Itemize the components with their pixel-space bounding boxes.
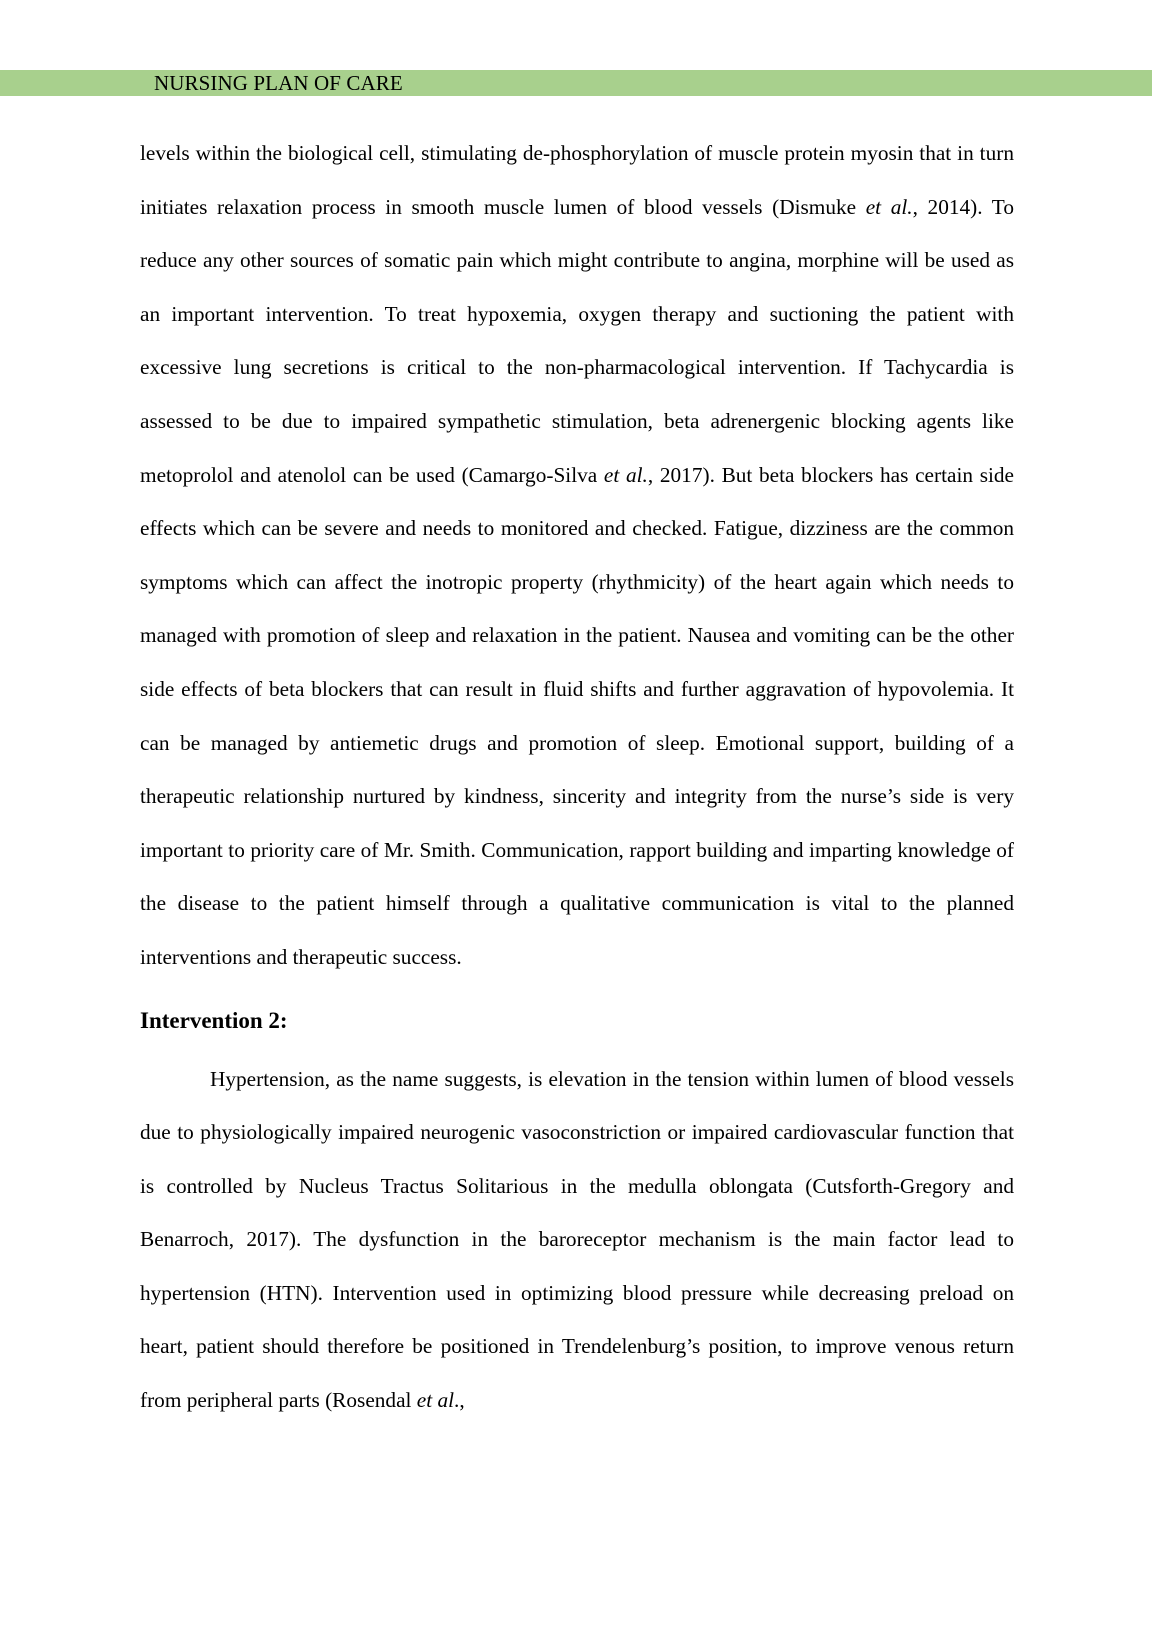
paragraph-text: ., (454, 1388, 465, 1413)
citation-italic: et al (416, 1388, 455, 1413)
body-paragraph (140, 1053, 1014, 1428)
document-body (140, 127, 1014, 1428)
running-header-title: NURSING PLAN OF CARE (154, 71, 403, 95)
paragraph-text: , 2014). To reduce any other sources of somatic pain which might contribute to angina, morphine will be used as an important intervention. To treat hypoxemia, oxygen therapy and suctioning the patient with excessive lung secretions is critical to the non-pharmacological intervention. If Tachycardia is assessed to be due to impaired sympathetic stimulation, beta adrenergenic blocking agents like metoprolol and atenolol can be used (Camargo-Silva (140, 194, 1014, 487)
running-header (0, 70, 1152, 96)
citation-italic: et al. (865, 194, 913, 219)
citation-italic: et al. (603, 462, 648, 487)
paragraph-text: , 2017). But beta blockers has certain side effects which can be severe and needs to monitored and checked. Fatigue, dizziness are the common symptoms which can affect the inotropic property (rhythmicity) of the heart again which needs to managed with promotion of sleep and relaxation in the patient. Nausea and vomiting can be the other side effects of beta blockers that can result in fluid shifts and further aggravation of hypovolemia. It can be managed by antiemetic drugs and promotion of sleep. Emotional support, building of a therapeutic relationship nurtured by kindness, sincerity and integrity from the nurse’s side is very important to priority care of Mr. Smith. Communication, rapport building and imparting knowledge of the disease to the patient himself through a qualitative communication is vital to the planned interventions and therapeutic success. (140, 462, 1014, 969)
body-paragraph (140, 127, 1014, 985)
paragraph-text: levels within the biological cell, stimulating de-phosphorylation of muscle protein myosin that in turn initiates relaxation process in smooth muscle lumen of blood vessels (Dismuke (140, 141, 1014, 219)
section-heading: Intervention 2: (140, 1007, 288, 1033)
paragraph-text: Hypertension, as the name suggests, is elevation in the tension within lumen of blood vessels due to physiologically impaired neurogenic vasoconstriction or impaired cardiovascular function that is controlled by Nucleus Tractus Solitarious in the medulla oblongata (Cutsforth-Gregory and Benarroch, 2017). The dysfunction in the baroreceptor mechanism is the main factor lead to hypertension (HTN). Intervention used in optimizing blood pressure while decreasing preload on heart, patient should therefore be positioned in Trendelenburg’s position, to improve venous return from peripheral parts (Rosendal (140, 1066, 1014, 1413)
